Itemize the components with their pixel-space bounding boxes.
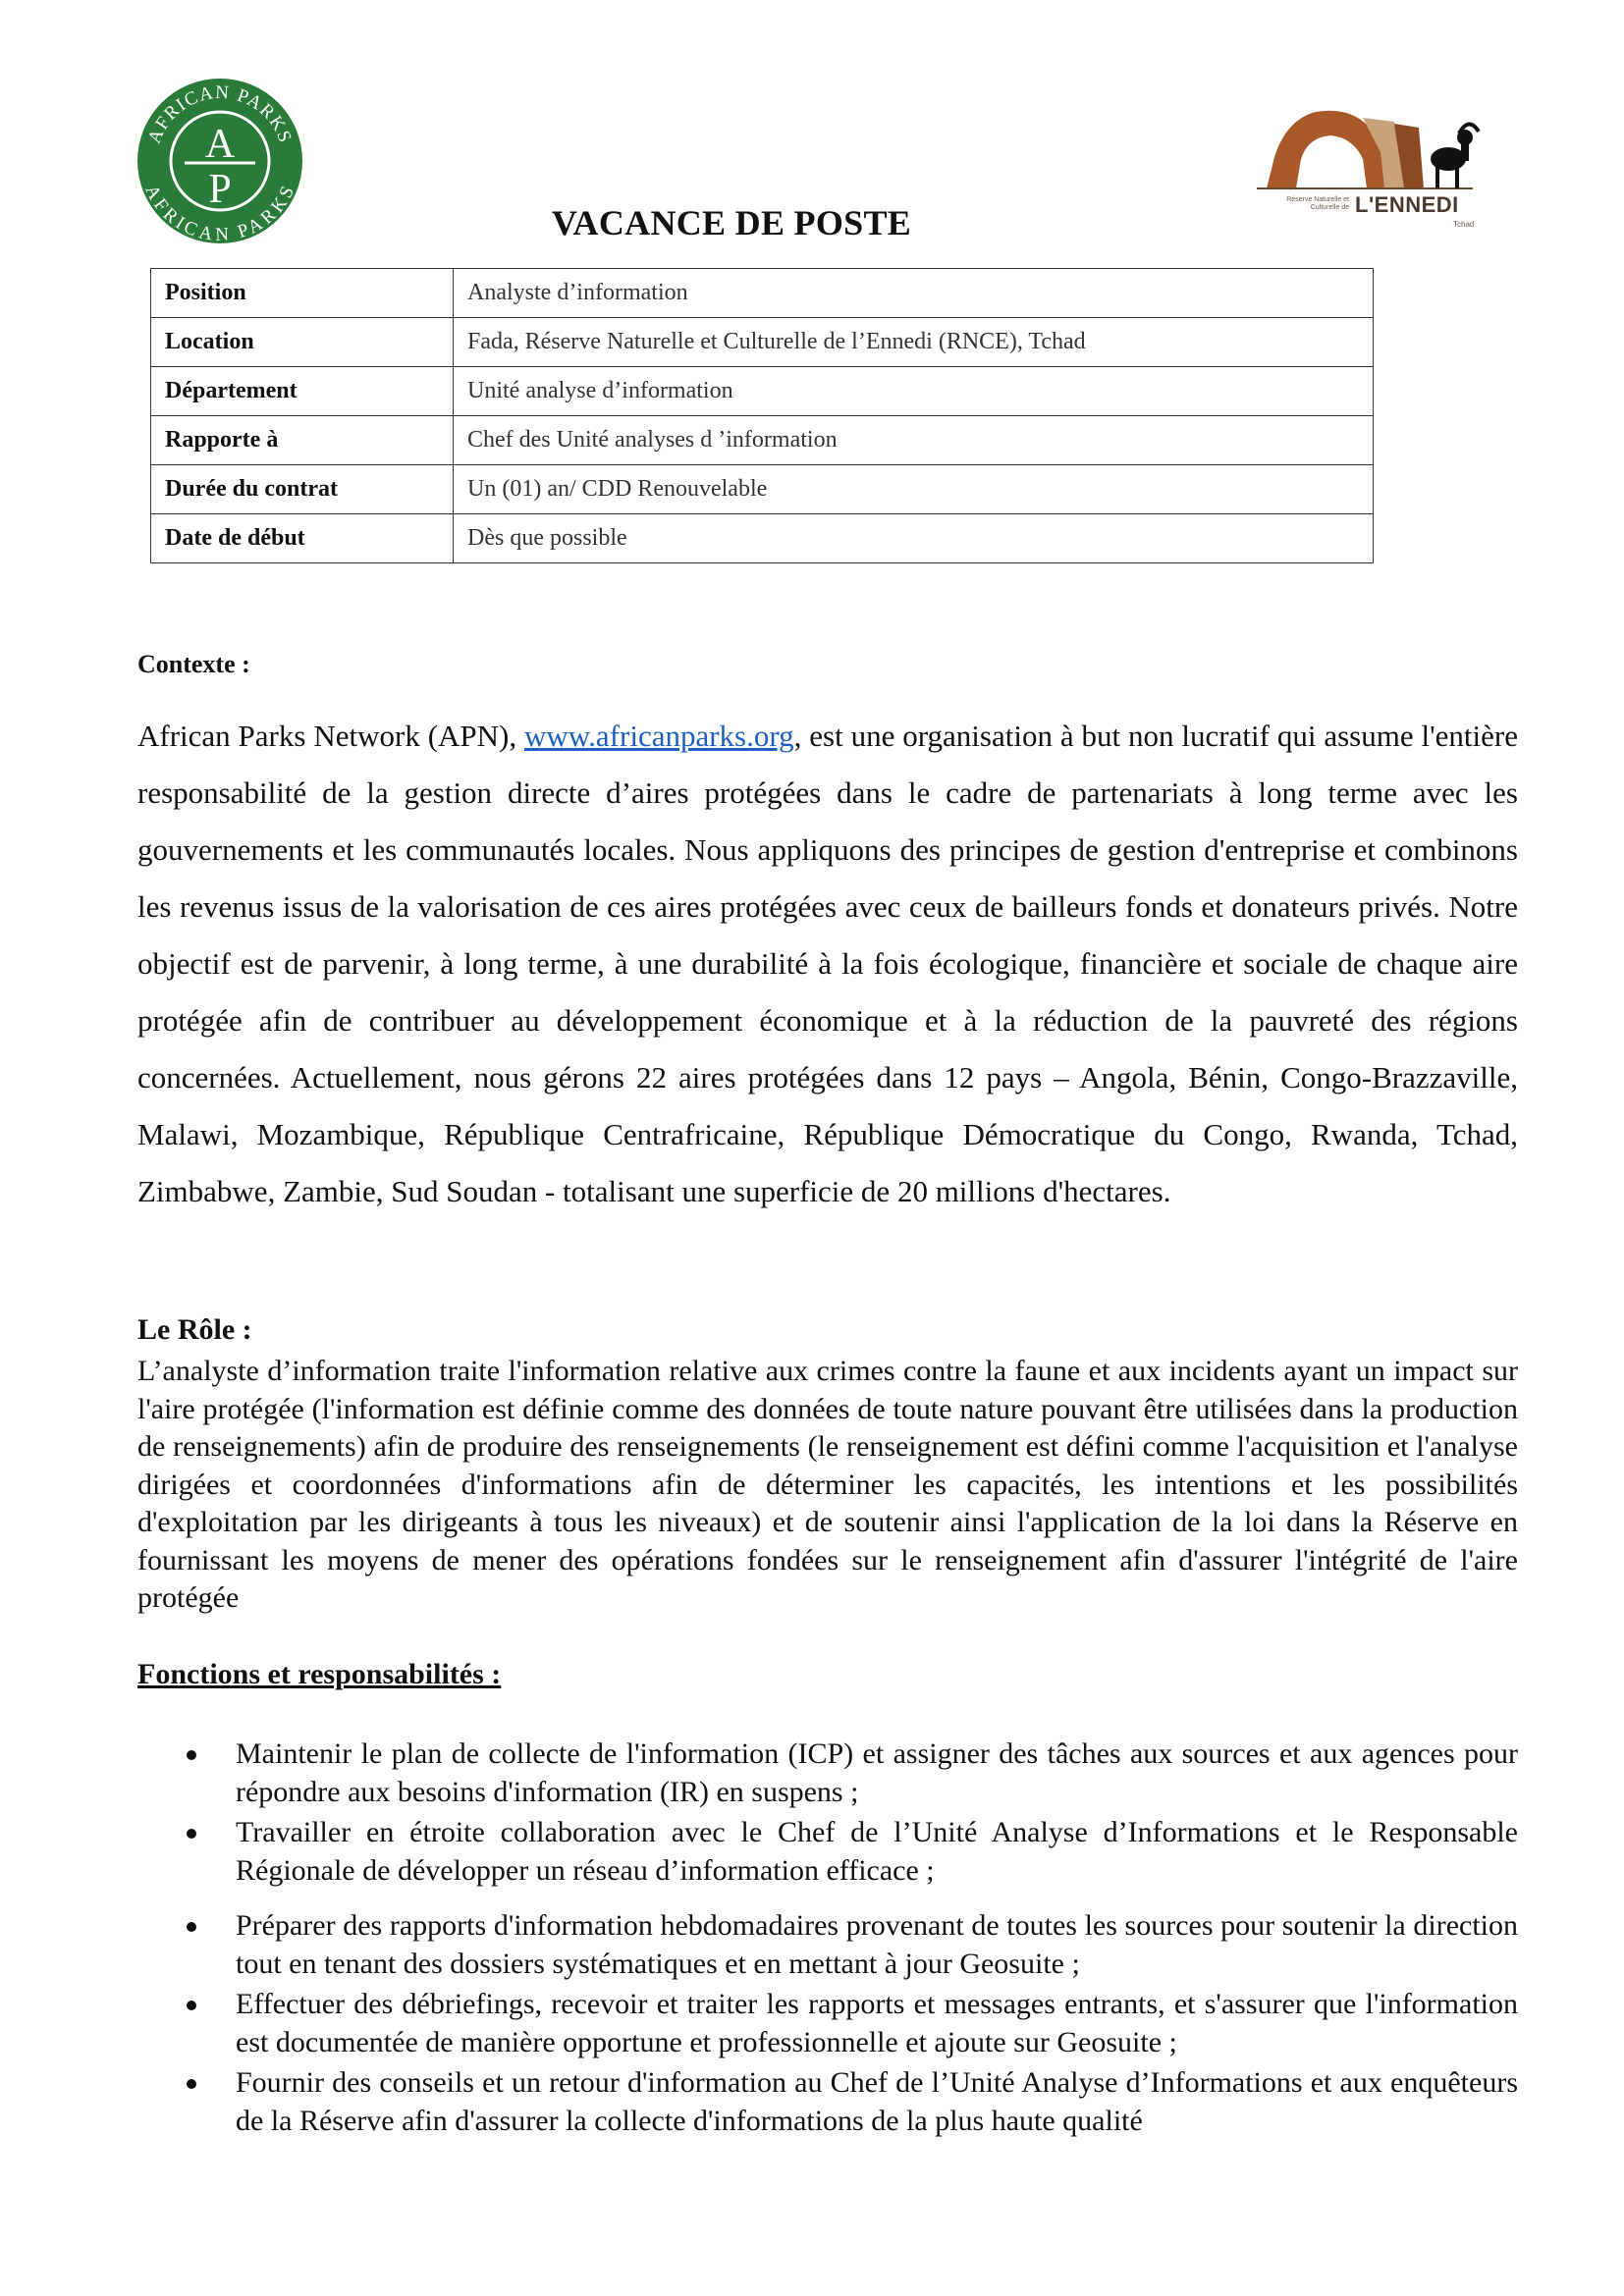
list-item-text: Maintenir le plan de collecte de l'information (ICP) et assigner des tâches aux sources et aux agences pour répondre aux besoins d'information (IR) en suspens ; xyxy=(236,1737,1518,1808)
bullet-icon xyxy=(187,2001,196,2010)
table-row xyxy=(151,416,1374,465)
ennedi-small-text: Réserve Naturelle et Culturelle de xyxy=(1286,196,1349,211)
contexte-heading: Contexte : xyxy=(137,650,250,678)
table-row xyxy=(151,465,1374,514)
table-row xyxy=(151,367,1374,416)
ennedi-arch-icon xyxy=(1247,98,1492,191)
logo-ring-top: AFRICAN PARKS xyxy=(143,81,297,147)
africanparks-link[interactable]: www.africanparks.org xyxy=(524,719,794,753)
row-value: Fada, Réserve Naturelle et Culturelle de l’Ennedi (RNCE), Tchad xyxy=(454,318,1374,367)
logo-letter-p: P xyxy=(208,167,232,212)
table-row xyxy=(151,318,1374,367)
list-item-text: Fournir des conseils et un retour d'information au Chef de l’Unité Analyse d’Informations et aux enquêteurs de la Réserve afin d'assurer la collecte d'informations de la plus haute qualité xyxy=(236,2066,1518,2137)
logo-ring-bottom: AFRICAN PARKS xyxy=(140,182,299,245)
list-item-text: Préparer des rapports d'information hebdomadaires provenant de toutes les sources pour soutenir la direction tout en tenant des dossiers systématiques et en mettant à jour Geosuite ; xyxy=(236,1909,1518,1980)
row-label: Position xyxy=(151,269,454,318)
row-label: Département xyxy=(151,367,454,416)
list-item xyxy=(187,1814,1518,1890)
table-row xyxy=(151,514,1374,563)
fonctions-heading: Fonctions et responsabilités : xyxy=(137,1658,502,1690)
bullet-icon xyxy=(187,1922,196,1932)
ennedi-name: L'ENNEDI xyxy=(1355,192,1459,217)
row-label: Durée du contrat xyxy=(151,465,454,514)
row-label: Date de début xyxy=(151,514,454,563)
page-title: VACANCE DE POSTE xyxy=(551,203,912,242)
contexte-paragraph xyxy=(137,708,1518,1220)
row-value: Analyste d’information xyxy=(454,269,1374,318)
ennedi-country: Tchad xyxy=(1453,220,1475,229)
contexte-lead: African Parks Network (APN), xyxy=(137,719,525,753)
list-item xyxy=(187,1907,1518,1983)
list-item-text: Travailler en étroite collaboration avec le Chef de l’Unité Analyse d’Informations et le Responsable Régionale de développer un réseau d’information efficace ; xyxy=(236,1816,1518,1887)
role-paragraph: L’analyste d’information traite l'information relative aux crimes contre la faune et aux incidents ayant un impact sur l'aire protégée (l'information est définie comme des données de toute nature pouvant être utilisées dans la production de renseignements) afin de produire des renseignements (le renseignement est défini comme l'acquisition et l'analyse dirigées et coordonnées d'informations afin de déterminer les capacités, les intentions et les possibilités d'exploitation par les dirigeants à tous les niveaux) et de soutenir ainsi l'application de la loi dans la Réserve en fournissant les moyens de mener des opérations fondées sur le renseignement afin d'assurer l'intégrité de l'aire protégée xyxy=(137,1355,1518,1614)
row-value: Un (01) an/ CDD Renouvelable xyxy=(454,465,1374,514)
list-item-text: Effectuer des débriefings, recevoir et traiter les rapports et messages entrants, et s'assurer que l'information est documentée de manière opportune et professionnelle et ajoute sur Geosuite ; xyxy=(236,1988,1518,2058)
fonctions-list xyxy=(187,1735,1518,2143)
job-info-table xyxy=(150,268,1374,563)
row-value: Dès que possible xyxy=(454,514,1374,563)
bullet-icon xyxy=(187,1750,196,1760)
contexte-body: , est une organisation à but non lucratif qui assume l'entière responsabilité de la gestion directe d’aires protégées dans le cadre de partenariats à long terme avec les gouvernements et les communautés locales. Nous appliquons des principes de gestion d'entreprise et combinons les revenus issus de la valorisation de ces aires protégées avec ceux de bailleurs fonds et donateurs privés. Notre objectif est de parvenir, à long terme, à une durabilité à la fois écologique, financière et sociale de chaque aire protégée afin de contribuer au développement économique et à la réduction de la pauvreté des régions concernées. Actuellement, nous gérons 22 aires protégées dans 12 pays – Angola, Bénin, Congo-Brazzaville, Malawi, Mozambique, République Centrafricaine, République Démocratique du Congo, Rwanda, Tchad, Zimbabwe, Zambie, Sud Soudan - totalisant une superficie de 20 millions d'hectares. xyxy=(137,719,1519,1208)
list-item xyxy=(187,1986,1518,2061)
bullet-icon xyxy=(187,1829,196,1839)
row-value: Unité analyse d’information xyxy=(454,367,1374,416)
row-label: Location xyxy=(151,318,454,367)
list-item xyxy=(187,1735,1518,1811)
table-row xyxy=(151,269,1374,318)
list-item xyxy=(187,2064,1518,2140)
role-heading: Le Rôle : xyxy=(137,1313,252,1346)
logo-letter-a: A xyxy=(204,122,236,167)
row-label: Rapporte à xyxy=(151,416,454,465)
row-value: Chef des Unité analyses d ’information xyxy=(454,416,1374,465)
bullet-icon xyxy=(187,2079,196,2089)
